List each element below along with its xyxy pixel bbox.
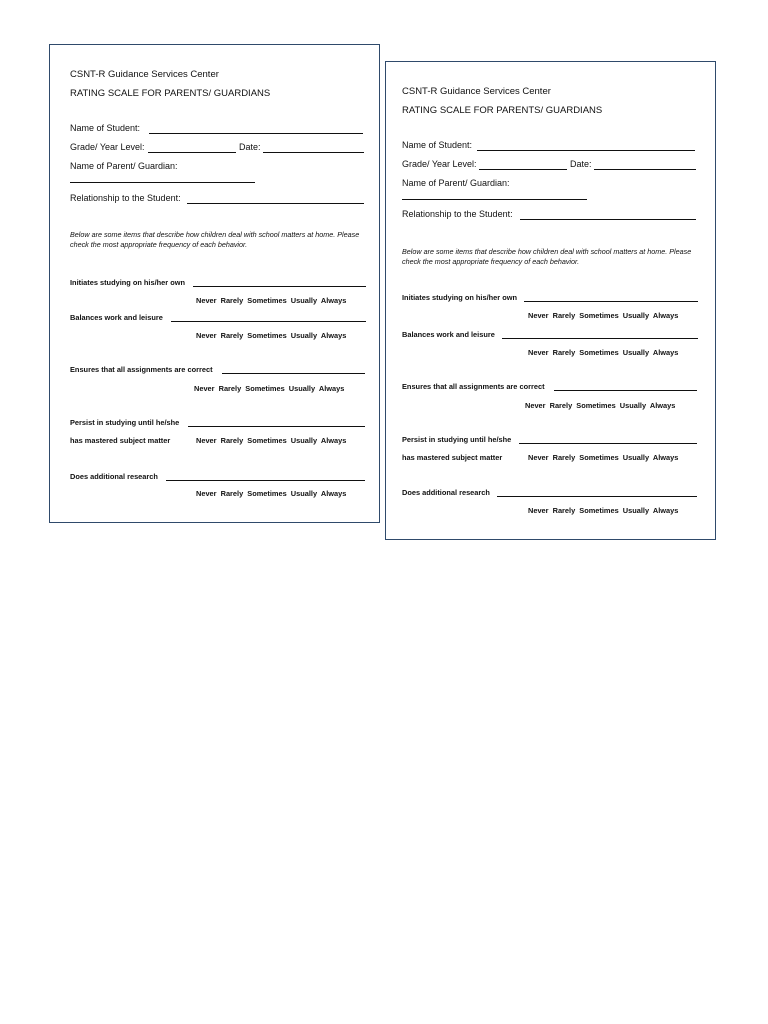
options-row[interactable] <box>528 348 678 357</box>
option-usually[interactable]: Usually <box>290 489 318 498</box>
rating-form-card-right <box>385 61 716 540</box>
option-sometimes[interactable]: Sometimes <box>247 331 287 340</box>
options-row[interactable] <box>525 401 675 410</box>
item-initiates: Initiates studying on his/her own <box>402 293 517 302</box>
grade-label: Grade/ Year Level: <box>402 159 477 169</box>
item-ensures: Ensures that all assignments are correct <box>402 382 545 391</box>
item-persist: Persist in studying until he/she <box>70 418 180 427</box>
options-row[interactable] <box>196 331 346 340</box>
student-name-label: Name of Student: <box>70 123 141 133</box>
option-rarely[interactable]: Rarely <box>552 453 576 462</box>
date-label: Date: <box>239 142 261 152</box>
item-mastered: has mastered subject matter <box>402 453 503 462</box>
option-always[interactable]: Always <box>652 348 679 357</box>
option-usually[interactable]: Usually <box>622 453 650 462</box>
option-rarely[interactable]: Rarely <box>220 436 244 445</box>
option-never[interactable]: Never <box>196 489 217 498</box>
option-usually[interactable]: Usually <box>290 331 318 340</box>
item-initiates: Initiates studying on his/her own <box>70 278 185 287</box>
item-mastered: has mastered subject matter <box>70 436 171 445</box>
option-always[interactable]: Always <box>652 506 679 515</box>
options-row[interactable] <box>528 506 678 515</box>
item-balances-line[interactable] <box>171 321 366 322</box>
item-persist: Persist in studying until he/she <box>402 435 512 444</box>
item-persist-line[interactable] <box>188 426 365 427</box>
instructions: Below are some items that describe how children deal with school matters at home. Please check the most appropriate frequency of each behavior. <box>402 247 692 266</box>
option-always[interactable]: Always <box>320 331 347 340</box>
option-usually[interactable]: Usually <box>622 311 650 320</box>
item-ensures: Ensures that all assignments are correct <box>70 365 213 374</box>
option-rarely[interactable]: Rarely <box>549 401 573 410</box>
option-rarely[interactable]: Rarely <box>220 331 244 340</box>
date-line[interactable] <box>594 169 696 170</box>
option-never[interactable]: Never <box>528 453 549 462</box>
grade-line[interactable] <box>148 152 236 153</box>
option-usually[interactable]: Usually <box>290 436 318 445</box>
option-sometimes[interactable]: Sometimes <box>579 348 619 357</box>
option-usually[interactable]: Usually <box>619 401 647 410</box>
item-initiates-line[interactable] <box>524 301 698 302</box>
relationship-label: Relationship to the Student: <box>402 209 513 219</box>
parent-name-label: Name of Parent/ Guardian: <box>402 178 510 188</box>
option-never[interactable]: Never <box>196 436 217 445</box>
item-research: Does additional research <box>70 472 158 481</box>
option-always[interactable]: Always <box>318 384 345 393</box>
options-row[interactable] <box>194 384 344 393</box>
option-never[interactable]: Never <box>196 296 217 305</box>
option-rarely[interactable]: Rarely <box>220 296 244 305</box>
date-label: Date: <box>570 159 592 169</box>
option-always[interactable]: Always <box>320 296 347 305</box>
item-balances: Balances work and leisure <box>70 313 163 322</box>
relationship-line[interactable] <box>187 203 364 204</box>
item-research-line[interactable] <box>497 496 697 497</box>
option-sometimes[interactable]: Sometimes <box>579 453 619 462</box>
item-persist-line[interactable] <box>519 443 697 444</box>
item-ensures-line[interactable] <box>222 373 365 374</box>
option-rarely[interactable]: Rarely <box>552 506 576 515</box>
item-research: Does additional research <box>402 488 490 497</box>
item-balances: Balances work and leisure <box>402 330 495 339</box>
option-never[interactable]: Never <box>196 331 217 340</box>
options-row[interactable] <box>196 436 346 445</box>
grade-label: Grade/ Year Level: <box>70 142 145 152</box>
relationship-line[interactable] <box>520 219 696 220</box>
options-row[interactable] <box>528 311 678 320</box>
student-name-line[interactable] <box>149 133 363 134</box>
option-usually[interactable]: Usually <box>288 384 316 393</box>
options-row[interactable] <box>528 453 678 462</box>
option-rarely[interactable]: Rarely <box>220 489 244 498</box>
option-always[interactable]: Always <box>652 311 679 320</box>
grade-line[interactable] <box>479 169 567 170</box>
option-rarely[interactable]: Rarely <box>552 311 576 320</box>
options-row[interactable] <box>196 489 346 498</box>
item-initiates-line[interactable] <box>193 286 366 287</box>
relationship-label: Relationship to the Student: <box>70 193 181 203</box>
parent-name-label: Name of Parent/ Guardian: <box>70 161 178 171</box>
option-always[interactable]: Always <box>320 489 347 498</box>
option-rarely[interactable]: Rarely <box>218 384 242 393</box>
student-name-label: Name of Student: <box>402 140 473 150</box>
option-sometimes[interactable]: Sometimes <box>579 506 619 515</box>
option-sometimes[interactable]: Sometimes <box>576 401 616 410</box>
option-never[interactable]: Never <box>525 401 546 410</box>
parent-name-line[interactable] <box>70 182 255 183</box>
option-always[interactable]: Always <box>652 453 679 462</box>
option-sometimes[interactable]: Sometimes <box>247 436 287 445</box>
item-balances-line[interactable] <box>502 338 698 339</box>
student-name-line[interactable] <box>477 150 695 151</box>
option-usually[interactable]: Usually <box>622 506 650 515</box>
option-always[interactable]: Always <box>320 436 347 445</box>
option-never[interactable]: Never <box>528 348 549 357</box>
form-title: RATING SCALE FOR PARENTS/ GUARDIANS <box>70 88 271 99</box>
option-sometimes[interactable]: Sometimes <box>579 311 619 320</box>
item-ensures-line[interactable] <box>554 390 697 391</box>
option-usually[interactable]: Usually <box>622 348 650 357</box>
center-name: CSNT-R Guidance Services Center <box>402 86 551 97</box>
option-usually[interactable]: Usually <box>290 296 318 305</box>
form-title: RATING SCALE FOR PARENTS/ GUARDIANS <box>402 105 603 116</box>
option-always[interactable]: Always <box>649 401 676 410</box>
rating-form-card-left <box>49 44 380 523</box>
center-name: CSNT-R Guidance Services Center <box>70 69 219 80</box>
date-line[interactable] <box>263 152 364 153</box>
item-research-line[interactable] <box>166 480 365 481</box>
option-sometimes[interactable]: Sometimes <box>247 489 287 498</box>
instructions: Below are some items that describe how children deal with school matters at home. Please check the most appropriate frequency of each behavior. <box>70 230 360 249</box>
options-row[interactable] <box>196 296 346 305</box>
option-never[interactable]: Never <box>194 384 215 393</box>
option-never[interactable]: Never <box>528 506 549 515</box>
option-sometimes[interactable]: Sometimes <box>245 384 285 393</box>
parent-name-line[interactable] <box>402 199 587 200</box>
option-sometimes[interactable]: Sometimes <box>247 296 287 305</box>
option-never[interactable]: Never <box>528 311 549 320</box>
option-rarely[interactable]: Rarely <box>552 348 576 357</box>
